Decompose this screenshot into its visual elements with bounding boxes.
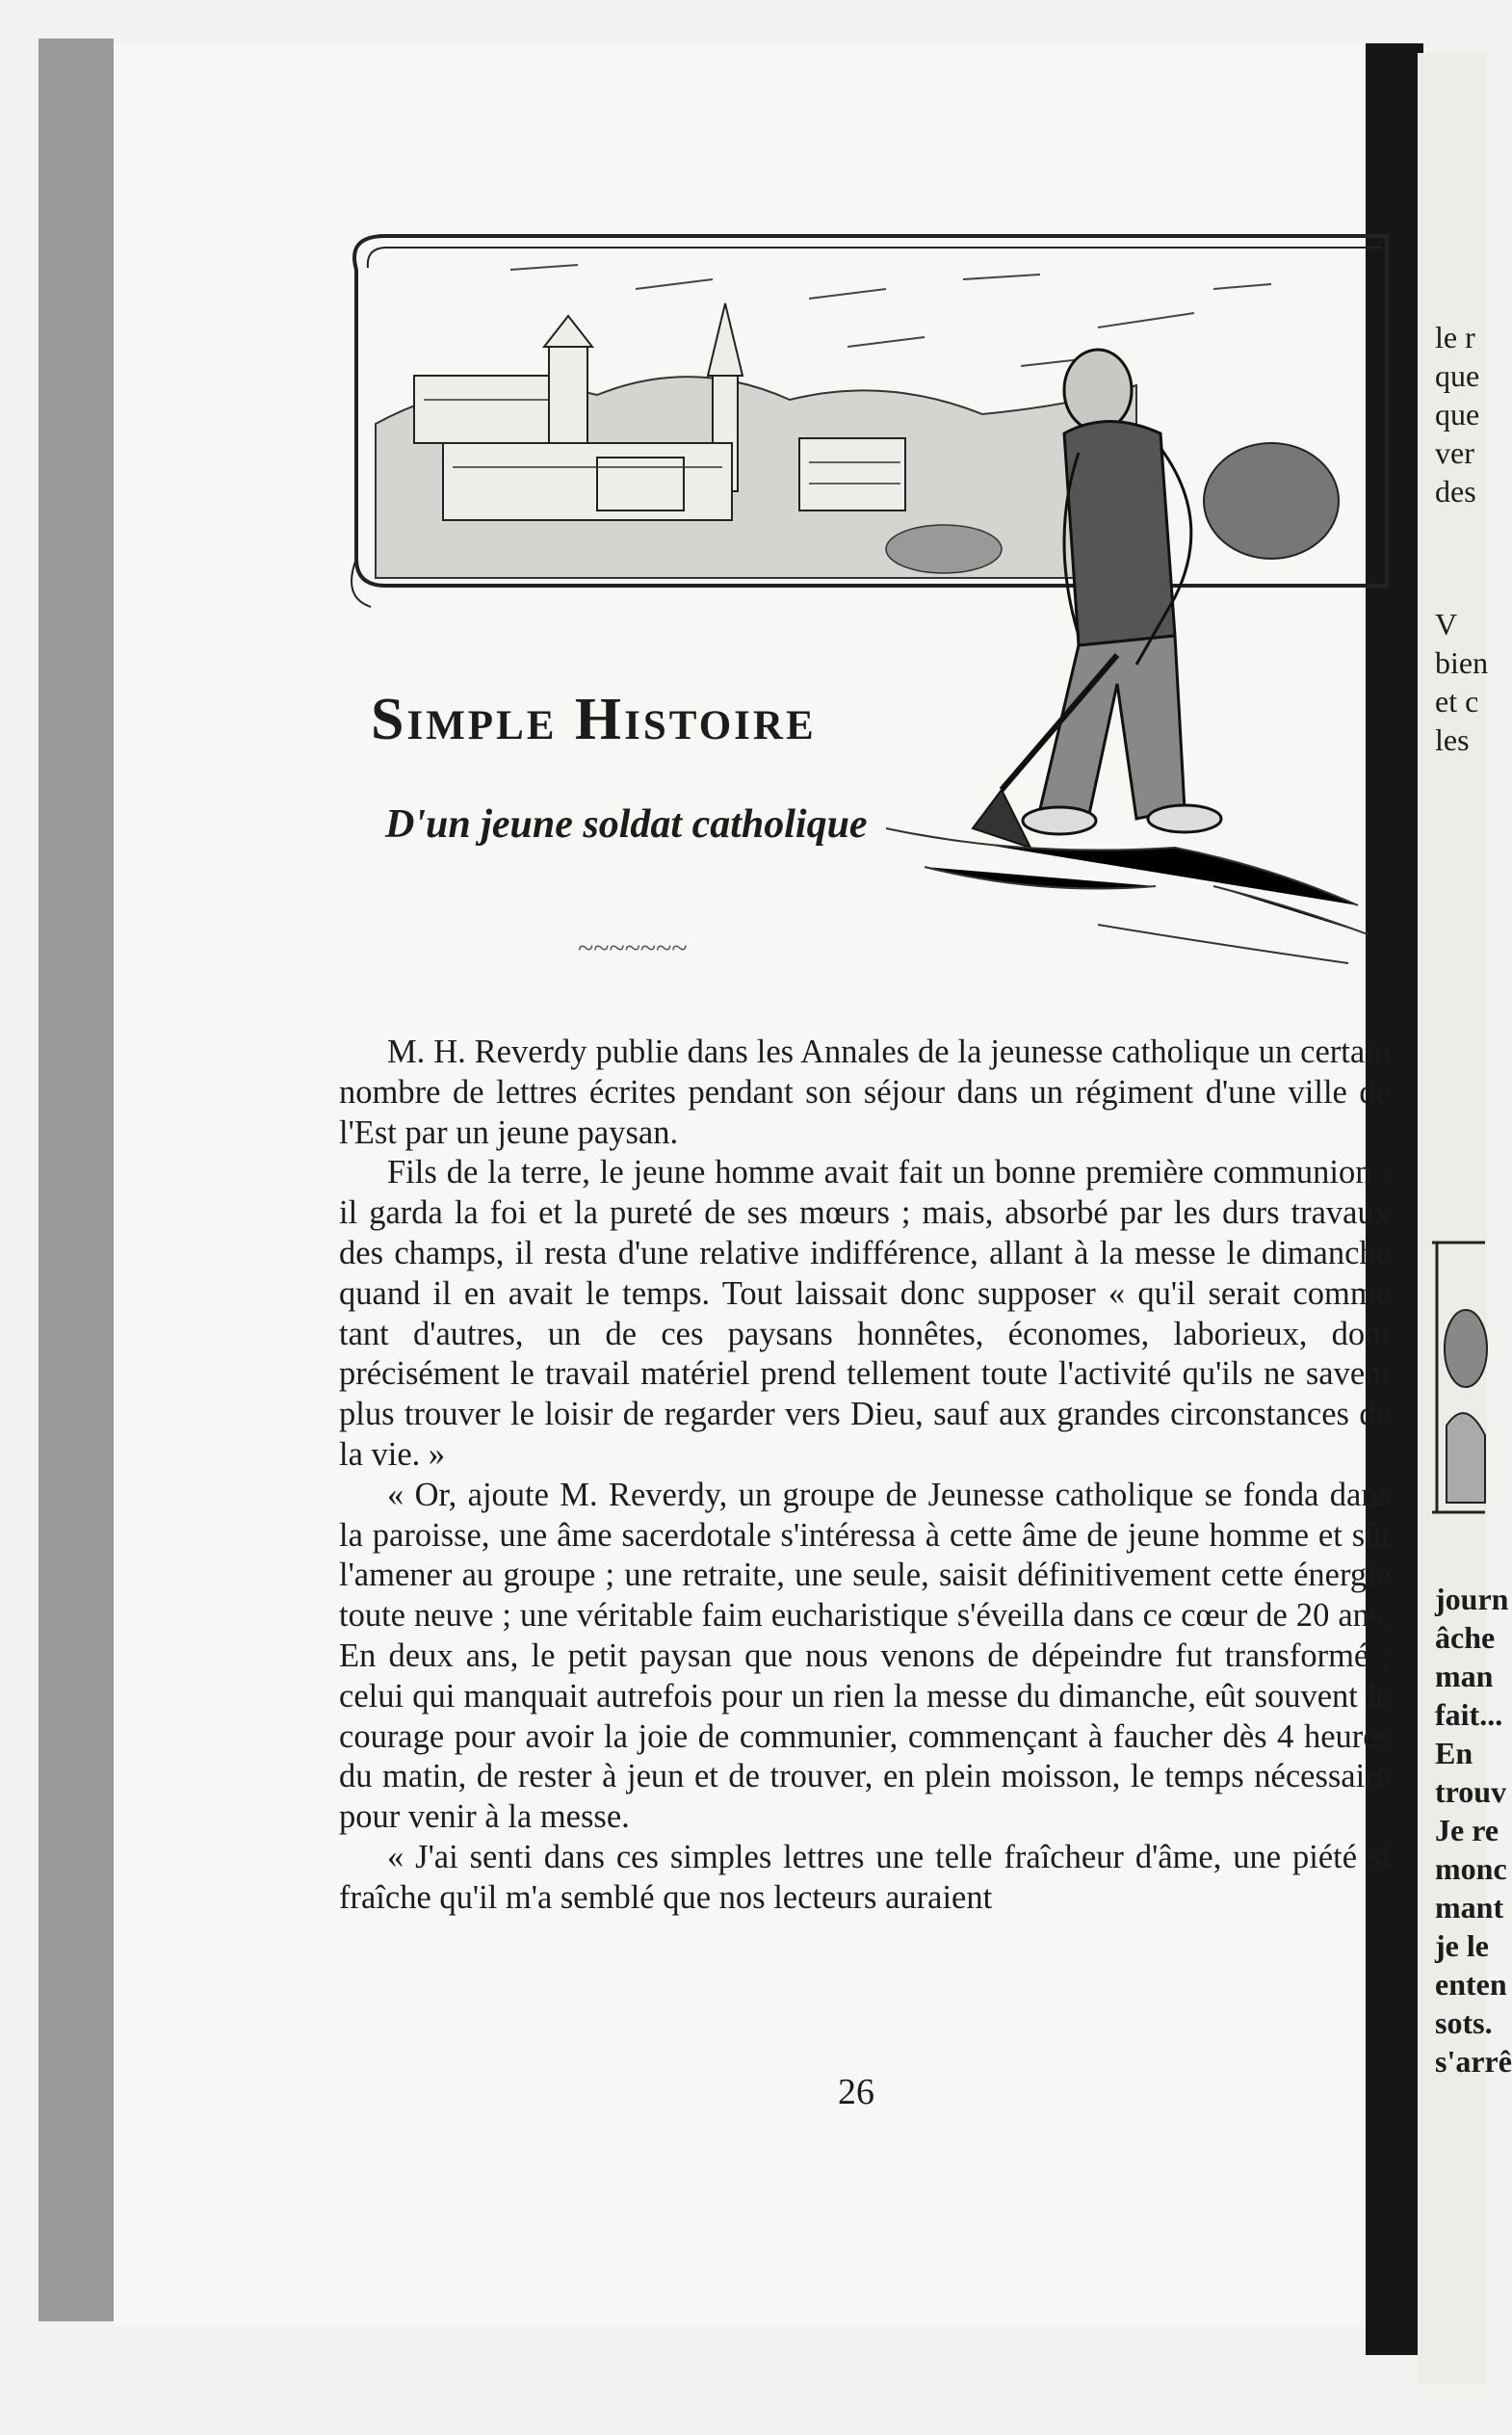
right-page-text-low (1435, 1580, 1512, 2081)
right-page-fragment: que (1435, 358, 1480, 393)
right-page-fragment: ver (1435, 435, 1474, 470)
article-title: Simple Histoire (371, 687, 817, 752)
right-page-text-top (1435, 318, 1479, 511)
engraving-illustration (347, 231, 1396, 992)
book-page-edges (39, 39, 114, 2321)
paragraph: « J'ai senti dans ces simples lettres une telle fraîcheur d'âme, une piété si fraîche qu'il m'a semblé que nos lecteurs auraient (339, 1838, 1391, 1916)
right-page-fragment: s'arrê (1435, 2044, 1512, 2079)
right-page-fragment: bien (1435, 645, 1489, 680)
right-page-fragment: je le (1435, 1928, 1489, 1963)
right-page-fragment: mant (1435, 1890, 1504, 1924)
right-page-fragment: Je re (1435, 1813, 1499, 1847)
right-page-fragment: monc (1435, 1851, 1507, 1886)
right-page-fragment: fait... (1435, 1697, 1503, 1732)
right-page-fragment: des (1435, 474, 1476, 509)
right-page-fragment: trouv (1435, 1774, 1507, 1809)
paragraph: Fils de la terre, le jeune homme avait fait un bonne première communion ; il garda la foi et la pureté de ses mœurs ; mais, absorbé par les durs travaux des champs, il resta d'une relative indifférence, allant à la messe le dimanche quand il en avait le temps. Tout laissait donc supposer « qu'il serait comme tant d'autres, un de ces paysans honnêtes, économes, laborieux, dont précisément le travail matériel prend tellement toute l'activité qu'ils ne savent plus trouver le loisir de regarder vers Dieu, sauf aux grandes circonstances de la vie. » (339, 1154, 1391, 1473)
right-page-fragment: le r (1435, 320, 1475, 354)
page-number: 26 (838, 2072, 874, 2112)
right-page-fragment: et c (1435, 684, 1479, 719)
right-page-fragment: sots. (1435, 2005, 1493, 2040)
article-subtitle: D'un jeune soldat catholique (385, 802, 868, 847)
right-page-fragment: que (1435, 397, 1480, 432)
right-page-fragment: journ (1435, 1582, 1509, 1616)
paragraph: M. H. Reverdy publie dans les Annales de la jeunesse catholique un certain nombre de lettres écrites pendant son séjour dans un régiment d'une ville de l'Est par un jeune paysan. (339, 1034, 1391, 1151)
right-page-fragment: les (1435, 722, 1470, 757)
right-page-text-mid (1435, 605, 1488, 759)
right-page-fragment: V (1435, 607, 1458, 641)
right-page-fragment: En (1435, 1736, 1473, 1770)
title-ornament: ~~~~~~~ (578, 932, 688, 964)
right-page-fragment: enten (1435, 1967, 1507, 2002)
right-page-fragment: man (1435, 1659, 1494, 1693)
paragraph: « Or, ajoute M. Reverdy, un groupe de Jeunesse catholique se fonda dans la paroisse, une âme sacerdotale s'intéressa à cette âme de jeune homme et sût l'amener au groupe ; une retraite, une seule, saisit définitivement cette énergie toute neuve ; une véritable faim eucharistique s'éveilla dans ce cœur de 20 ans. En deux ans, le petit paysan que nous venons de dépeindre fut transformé ; celui qui manquait autrefois pour un rien la messe du dimanche, eût souvent le courage pour avoir la joie de communier, commençant à faucher dès 4 heures du matin, de rester à jeun et de trouver, en plein moisson, le temps nécessaire pour venir à la messe. (339, 1476, 1391, 1836)
article-body (339, 1033, 1391, 2073)
right-page-illustration (1427, 1233, 1487, 1522)
right-page-fragment: âche (1435, 1620, 1496, 1655)
